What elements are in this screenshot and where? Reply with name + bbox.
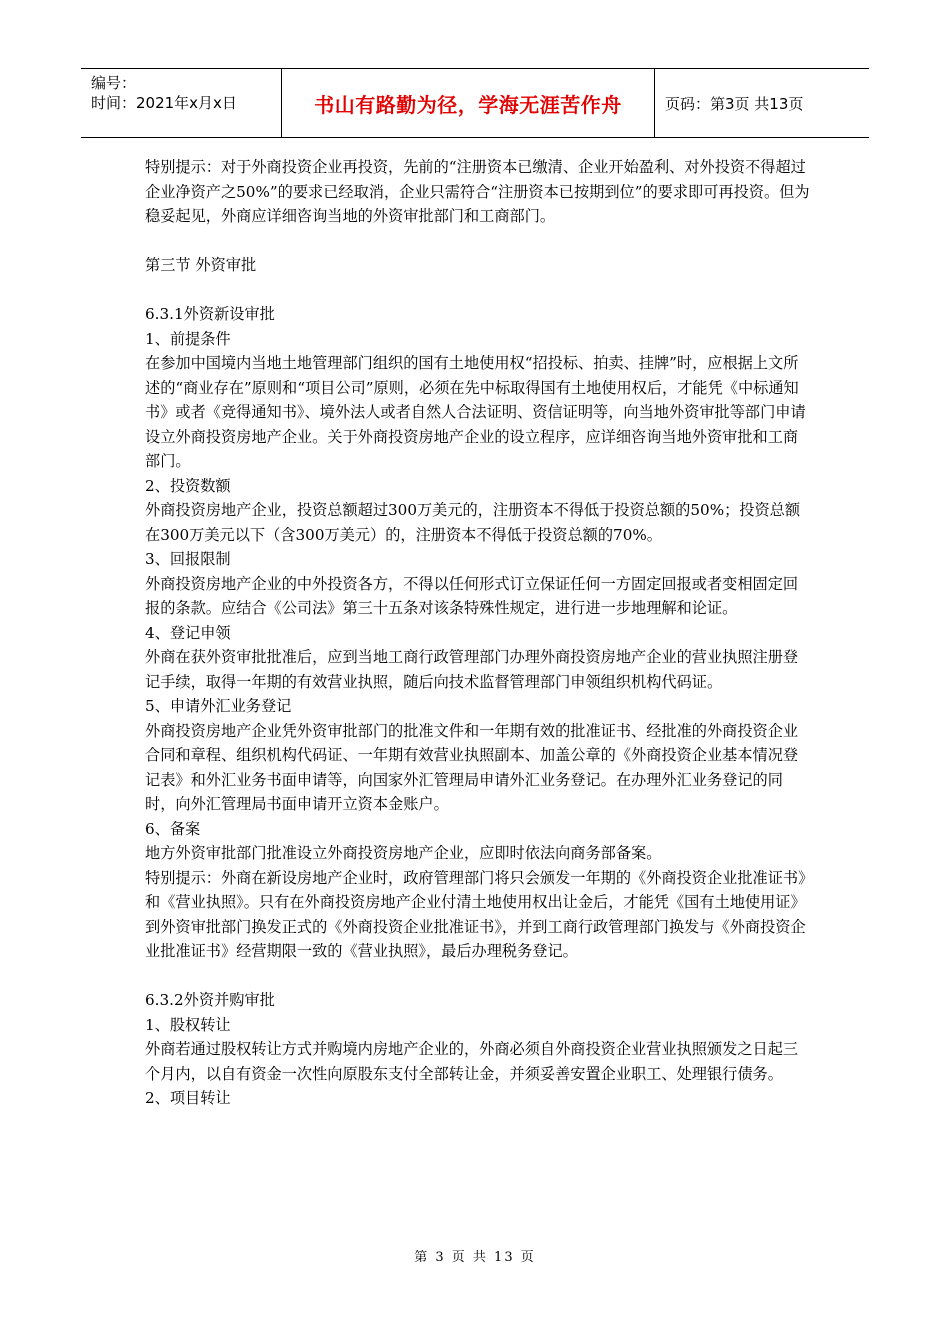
spacer [145, 229, 813, 254]
item-heading: 6、备案 [145, 819, 201, 838]
section-title: 第三节 外资审批 [145, 256, 257, 274]
item-heading: 4、登记申领 [145, 623, 231, 642]
special-tip-paragraph: 特别提示：对于外商投资企业再投资，先前的“注册资本已缴清、企业开始盈利、对外投资不得超过企业净资产之50%”的要求已经取消，企业只需符合“注册资本已按期到位”的要求即可再投资。但为稳妥起见，外商应详细咨询当地的外资审批部门和工商部门。 [145, 158, 810, 225]
document-header [81, 68, 869, 138]
item-heading: 2、项目转让 [145, 1089, 231, 1107]
item-paragraph: 外商若通过股权转让方式并购境内房地产企业的，外商必须自外商投资企业营业执照颁发之日起三个月内，以自有资金一次性向原股东支付全部转让金，并须妥善安置企业职工、处理银行债务。 [145, 1040, 799, 1083]
serial-number-label: 编号： [91, 74, 137, 92]
header-page-info: 页码：第3页 共13页 [665, 94, 804, 113]
item-paragraph: 外商投资房地产企业，投资总额超过300万美元的，注册资本不得低于投资总额的50%；投资总额在300万美元以下（含300万美元）的，注册资本不得低于投资总额的70%。 [145, 501, 801, 544]
item-heading: 2、投资数额 [145, 476, 231, 495]
header-motto: 书山有路勤为径，学海无涯苦作舟 [314, 92, 622, 117]
header-motto-cell [281, 69, 655, 137]
page-footer: 第 3 页 共 13 页 [414, 1250, 536, 1265]
item-paragraph: 外商投资房地产企业的中外投资各方，不得以任何形式订立保证任何一方固定回报或者变相固定回报的条款。应结合《公司法》第三十五条对该条特殊性规定，进行进一步地理解和论证。 [145, 574, 799, 617]
date-label: 时间：2021年x月x日 [91, 94, 237, 112]
subsection-title: 6.3.2外资并购审批 [145, 991, 275, 1009]
item-heading: 3、回报限制 [145, 550, 231, 568]
subsection-title: 6.3.1外资新设审批 [145, 305, 275, 323]
item-paragraph: 外商投资房地产企业凭外资审批部门的批准文件和一年期有效的批准证书、经批准的外商投资企业合同和章程、组织机构代码证、一年期有效营业执照副本、加盖公章的《外商投资企业基本情况登记表》和外汇业务书面申请等，向国家外汇管理局申请外汇业务登记。在办理外汇业务登记的同时，向外汇管理局书面申请开立资本金账户。 [145, 721, 799, 813]
document-body [145, 155, 813, 1111]
item-paragraph: 外商在获外资审批批准后，应到当地工商行政管理部门办理外商投资房地产企业的营业执照注册登记手续，取得一年期的有效营业执照，随后向技术监督管理部门申领组织机构代码证。 [145, 648, 799, 691]
item-heading: 5、申请外汇业务登记 [145, 697, 292, 715]
spacer [145, 278, 813, 303]
item-paragraph: 地方外资审批部门批准设立外商投资房地产企业，应即时依法向商务部备案。 [145, 844, 662, 862]
header-meta [81, 69, 281, 137]
item-paragraph: 在参加中国境内当地土地管理部门组织的国有土地使用权“招投标、拍卖、挂牌”时，应根据上文所述的“商业存在”原则和“项目公司”原则，必须在先中标取得国有土地使用权后，才能凭《中标通知书》或者《竞得通知书》、境外法人或者自然人合法证明、资信证明等，向当地外资审批等部门申请设立外商投资房地产企业。关于外商投资房地产企业的设立程序，应详细咨询当地外资审批和工商部门。 [145, 354, 806, 470]
spacer [145, 964, 813, 989]
special-tip-paragraph: 特别提示：外商在新设房地产企业时，政府管理部门将只会颁发一年期的《外商投资企业批准证书》和《营业执照》。只有在外商投资房地产企业付清土地使用权出让金后，才能凭《国有土地使用证》到外资审批部门换发正式的《外商投资企业批准证书》，并到工商行政管理部门换发与《外商投资企业批准证书》经营期限一致的《营业执照》，最后办理税务登记。 [145, 868, 806, 960]
item-heading: 1、前提条件 [145, 329, 231, 348]
item-heading: 1、股权转让 [145, 1015, 231, 1034]
